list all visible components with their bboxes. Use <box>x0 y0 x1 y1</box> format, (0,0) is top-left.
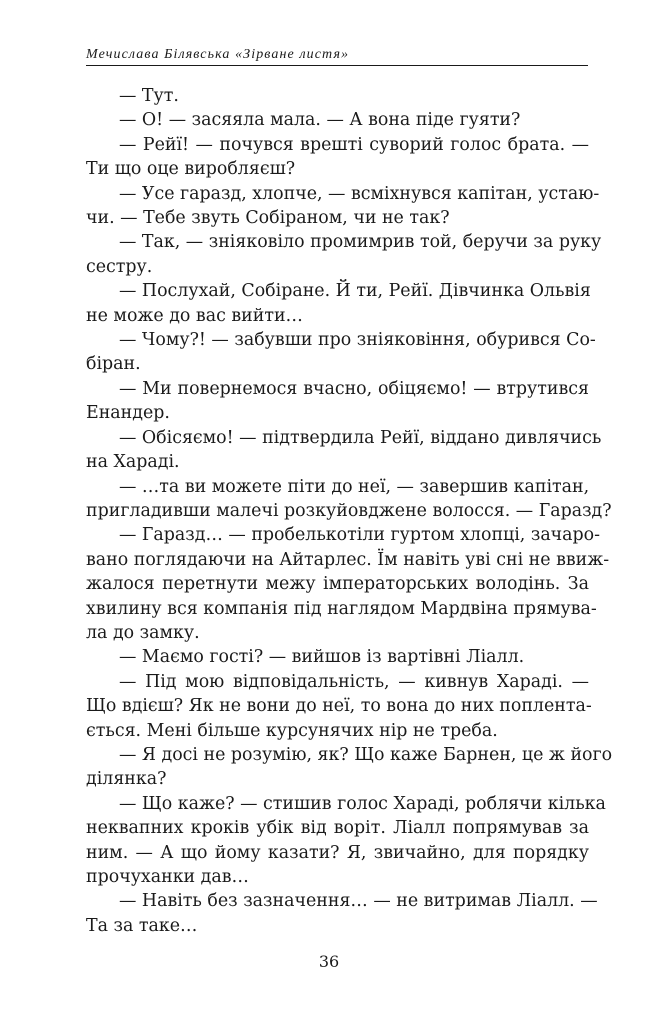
text-line: — Навіть без зазначення… — не витримав Ліалл. — <box>119 891 598 912</box>
body-text <box>86 84 613 938</box>
text-line: біран. <box>86 354 141 375</box>
text-line: — Так, — зніяковіло промимрив той, беручи за руку <box>119 232 602 253</box>
text-line: — Послухай, Собіране. Й ти, Рейї. Дівчинка Ольвія <box>119 281 591 302</box>
text-line: ла до замку. <box>86 622 200 643</box>
text-line: — Що каже? — стишив голос Хараді, роблячи кілька <box>119 793 606 814</box>
text-line: не може до вас вийти… <box>86 305 303 326</box>
text-line: прочуханки дав… <box>86 867 249 887</box>
text-line: Що вдієш? Як не вони до неї, то вона до них поплента- <box>86 696 592 717</box>
text-line: — Маємо гості? — вийшов із вартівні Ліалл. <box>119 647 525 668</box>
text-line: — Ми повернемося вчасно, обіцяємо! — втрутився <box>119 378 589 399</box>
text-line: Ти що оце виробляєш? <box>86 159 296 180</box>
text-line: ється. Мені більше курсунячих нір не треба. <box>86 720 498 741</box>
text-line: Енандер. <box>86 403 170 424</box>
text-line: — Усе гаразд, хлопче, — всміхнувся капітан, устаю- <box>119 183 600 204</box>
text-line: — …та ви можете піти до неї, — завершив капітан, <box>119 476 590 497</box>
text-line: чи. — Тебе звуть Собіраном, чи не так? <box>86 208 450 229</box>
text-line: — О! — засяяла мала. — А вона піде гуяти? <box>119 110 521 131</box>
text-line: — Обісяємо! — підтвердила Рейї, віддано дивлячись <box>119 427 602 448</box>
text-line: — Рейї! — почувся врешті суворий голос брата. — <box>119 134 589 155</box>
text-line: — Під мою відповідальність, — кивнув Хараді. — <box>119 671 589 692</box>
text-line: ним. — А що йому казати? Я, звичайно, для порядку <box>86 842 589 863</box>
page-number: 36 <box>318 952 340 971</box>
text-line: сестру. <box>86 256 153 277</box>
text-line: — Тут. <box>119 86 179 106</box>
text-line: — Я досі не розумію, як? Що каже Барнен, це ж його <box>119 744 613 765</box>
text-line: Та за таке… <box>86 915 198 936</box>
text-line: жалося перетнути межу імператорських володінь. За <box>86 574 589 595</box>
text-line: пригладивши малечі розкуйовджене волосся. — Гаразд? <box>86 500 612 521</box>
text-line: хвилину вся компанія під наглядом Мардвіна прямува- <box>86 598 597 619</box>
text-line: вано поглядаючи на Айтарлес. Їм навіть уві сні не ввиж- <box>86 549 610 570</box>
text-line: неквапних кроків убік від воріт. Ліалл попрямував за <box>86 818 589 839</box>
text-line: ділянка? <box>86 769 167 790</box>
text-line: на Хараді. <box>86 452 180 473</box>
running-title: Мечислава Білявська «Зірване листя» <box>86 47 353 63</box>
text-line: — Гаразд… — пробелькотіли гуртом хлопці, зачаро- <box>119 525 601 546</box>
text-line: — Чому?! — забувши про зніяковіння, обурився Со- <box>119 330 596 351</box>
running-header <box>86 45 588 66</box>
